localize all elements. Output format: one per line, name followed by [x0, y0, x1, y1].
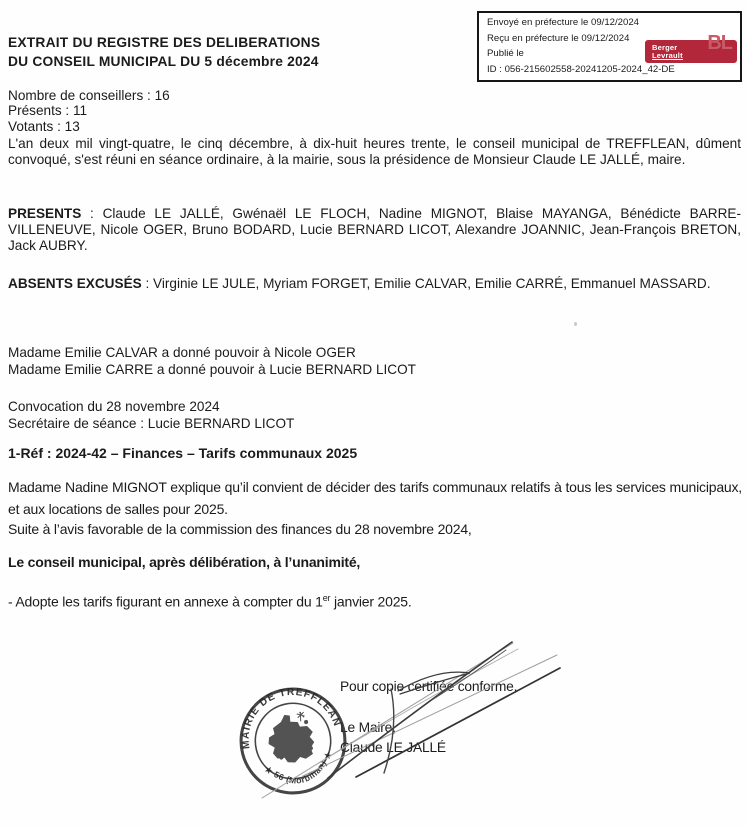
convocation-line: Convocation du 28 novembre 2024: [8, 399, 220, 414]
stamp-envoye-line: Envoyé en préfecture le 09/12/2024: [487, 17, 640, 28]
deliberation-decision: Le conseil municipal, après délibération, à l’unanimité,: [8, 554, 361, 570]
seal-top-text: MAIRIE DE TREFFLEAN: [240, 686, 343, 750]
prefecture-stamp-box: [477, 11, 742, 82]
count-votants: Votants : 13: [8, 118, 80, 134]
document-title-line1: EXTRAIT DU REGISTRE DES DELIBERATIONS: [8, 35, 321, 50]
adopte-text: - Adopte les tarifs figurant en annexe à compter du 1: [8, 593, 323, 610]
presents-names: : Claude LE JALLÉ, Gwénaël LE FLOCH, Nadine MIGNOT, Blaise MAYANGA, Bénédicte BARRE-VILLENEUVE, Nicole OGER, Bruno BODARD, Lucie BERNARD LICOT, Alexandre JOANNIC, Jean-François BRETON, Jack AUBRY.: [8, 206, 741, 253]
seal-bottom-text: ★ 56 (Morbihan) ★: [262, 749, 335, 786]
document-title-line2: DU CONSEIL MUNICIPAL DU 5 décembre 2024: [8, 54, 319, 69]
deliberation-heading: 1-Réf : 2024-42 – Finances – Tarifs communaux 2025: [8, 445, 358, 461]
presents-paragraph: [8, 206, 741, 253]
pouvoir-line-carre: Madame Emilie CARRE a donné pouvoir à Lucie BERNARD LICOT: [8, 362, 416, 377]
logo-name-bottom: Levrault: [652, 50, 683, 60]
deliberation-expose: Madame Nadine MIGNOT explique qu’il convient de décider des tarifs communaux relatifs à tous les services municipaux, et aux locations de salles pour 2025.: [8, 479, 742, 517]
seal-crest: [263, 709, 319, 768]
logo-name-top: Berger: [652, 43, 678, 52]
pouvoir-line-calvar: Madame Emilie CALVAR a donné pouvoir à Nicole OGER: [8, 345, 356, 360]
stamp-recu-line: Reçu en préfecture le 09/12/2024: [487, 32, 630, 44]
mayor-role-line: Le Maire,: [340, 720, 396, 735]
pouvoirs-block: [8, 344, 416, 378]
certification-line: Pour copie certifiée conforme,: [340, 679, 518, 694]
stamp-id-line: ID : 056-215602558-20241205-2024_42-DE: [487, 63, 675, 75]
stamp-publie-line: Publié le: [487, 48, 524, 59]
scan-speck: [574, 322, 577, 326]
signature-block: [340, 677, 517, 758]
logo-monogram: BL: [707, 32, 732, 54]
absents-names: : Virginie LE JULE, Myriam FORGET, Emilie CALVAR, Emilie CARRÉ, Emmanuel MASSARD.: [141, 276, 711, 291]
adopte-suffix: janvier 2025.: [330, 593, 412, 610]
absents-paragraph: [8, 276, 741, 292]
berger-levrault-logo: [645, 32, 737, 63]
seance-block: [8, 398, 294, 432]
absents-label: ABSENTS EXCUSÉS: [8, 276, 142, 291]
council-counts: [8, 88, 170, 134]
mayor-name-line: Claude LE JALLÉ: [340, 740, 446, 755]
deliberation-adopte: [8, 593, 412, 610]
count-conseillers: Nombre de conseillers : 16: [8, 88, 170, 103]
secretaire-line: Secrétaire de séance : Lucie BERNARD LICOT: [8, 416, 295, 432]
signature-gap: [340, 697, 517, 718]
berger-levrault-logo-text: [652, 44, 683, 60]
count-presents: Présents : 11: [8, 103, 88, 119]
intro-paragraph: L'an deux mil vingt-quatre, le cinq décembre, à dix-huit heures trente, le conseil municipal de TREFFLEAN, dûment convoqué, s'est réuni en séance ordinaire, à la mairie, sous la présidence de Monsieur Claude LE JALLÉ, maire.: [8, 136, 741, 167]
deliberation-avis: Suite à l’avis favorable de la commission des finances du 28 novembre 2024,: [8, 521, 472, 537]
presents-label: PRESENTS: [8, 206, 82, 221]
adopte-superscript: er: [322, 593, 331, 603]
document-title: [8, 33, 320, 71]
